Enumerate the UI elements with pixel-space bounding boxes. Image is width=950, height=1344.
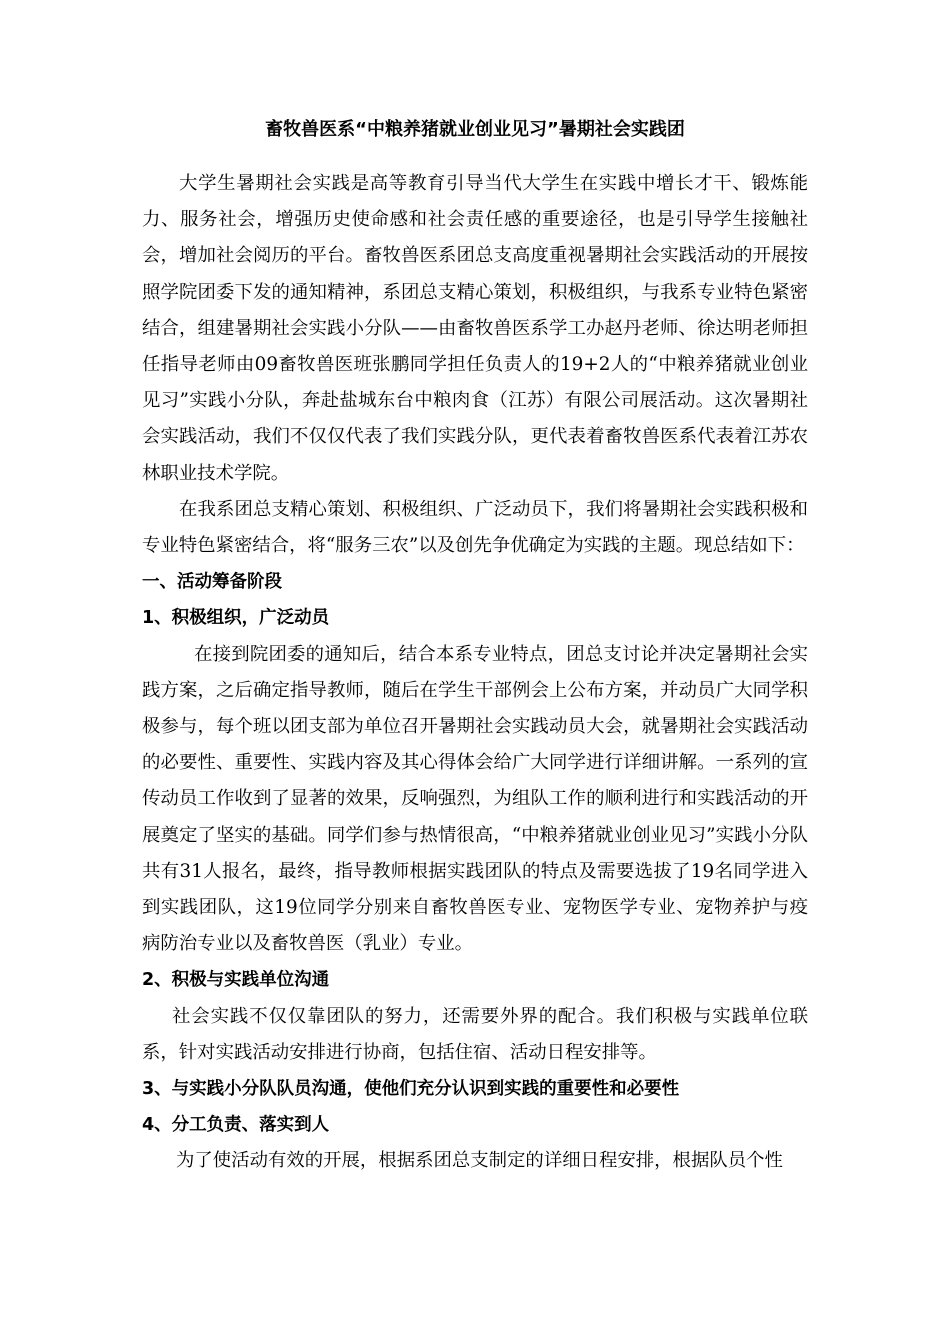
subsection-1-body: 在接到院团委的通知后，结合本系专业特点，团总支讨论并决定暑期社会实践方案，之后确定指导教师，随后在学生干部例会上公布方案，并动员广大同学积极参与，每个班以团支部为单位召开暑期社会实践动员大会，就暑期社会实践活动的必要性、重要性、实践内容及其心得体会给广大同学进行详细讲解。一系列的宣传动员工作收到了显著的效果，反响强烈，为组队工作的顺利进行和实践活动的开展奠定了坚实的基础。同学们参与热情很高，“中粮养猪就业创业见习”实践小分队共有31人报名，最终，指导教师根据实践团队的特点及需要选拔了19名同学进入到实践团队，这19位同学分别来自畜牧兽医专业、宠物医学专业、宠物养护与疫病防治专业以及畜牧兽医（乳业）专业。 [142,643,808,955]
document-title: 畜牧兽医系“中粮养猪就业创业见习”暑期社会实践团 [265,119,685,140]
subsection-2-body: 社会实践不仅仅靠团队的努力，还需要外界的配合。我们积极与实践单位联系，针对实践活动安排进行协商，包括住宿、活动日程安排等。 [142,1005,808,1063]
subsection-2-heading: 2、积极与实践单位沟通 [142,970,330,991]
subsection-4-body: 为了使活动有效的开展，根据系团总支制定的详细日程安排，根据队员个性 [176,1150,783,1172]
subsection-4-heading: 4、分工负责、落实到人 [142,1115,330,1136]
subsection-1-heading: 1、积极组织，广泛动员 [142,608,330,629]
section-1-heading: 一、活动筹备阶段 [142,572,282,593]
subsection-3-heading: 3、与实践小分队队员沟通，使他们充分认识到实践的重要性和必要性 [142,1079,680,1100]
intro-paragraph-1: 大学生暑期社会实践是高等教育引导当代大学生在实践中增长才干、锻炼能力、服务社会，增强历史使命感和社会责任感的重要途径，也是引导学生接触社会，增加社会阅历的平台。畜牧兽医系团总支高度重视暑期社会实践活动的开展按照学院团委下发的通知精神，系团总支精心策划，积极组织，与我系专业特色紧密结合，组建暑期社会实践小分队——由畜牧兽医系学工办赵丹老师、徐达明老师担任指导老师由09畜牧兽医班张鹏同学担任负责人的19+2人的“中粮养猪就业创业见习”实践小分队，奔赴盐城东台中粮肉食（江苏）有限公司展活动。这次暑期社会实践活动，我们不仅仅代表了我们实践分队，更代表着畜牧兽医系代表着江苏农林职业技术学院。 [142,173,808,484]
intro-paragraph-2: 在我系团总支精心策划、积极组织、广泛动员下，我们将暑期社会实践积极和专业特色紧密结合，将“服务三农”以及创先争优确定为实践的主题。现总结如下： [142,498,808,557]
document-page [142,118,808,1180]
